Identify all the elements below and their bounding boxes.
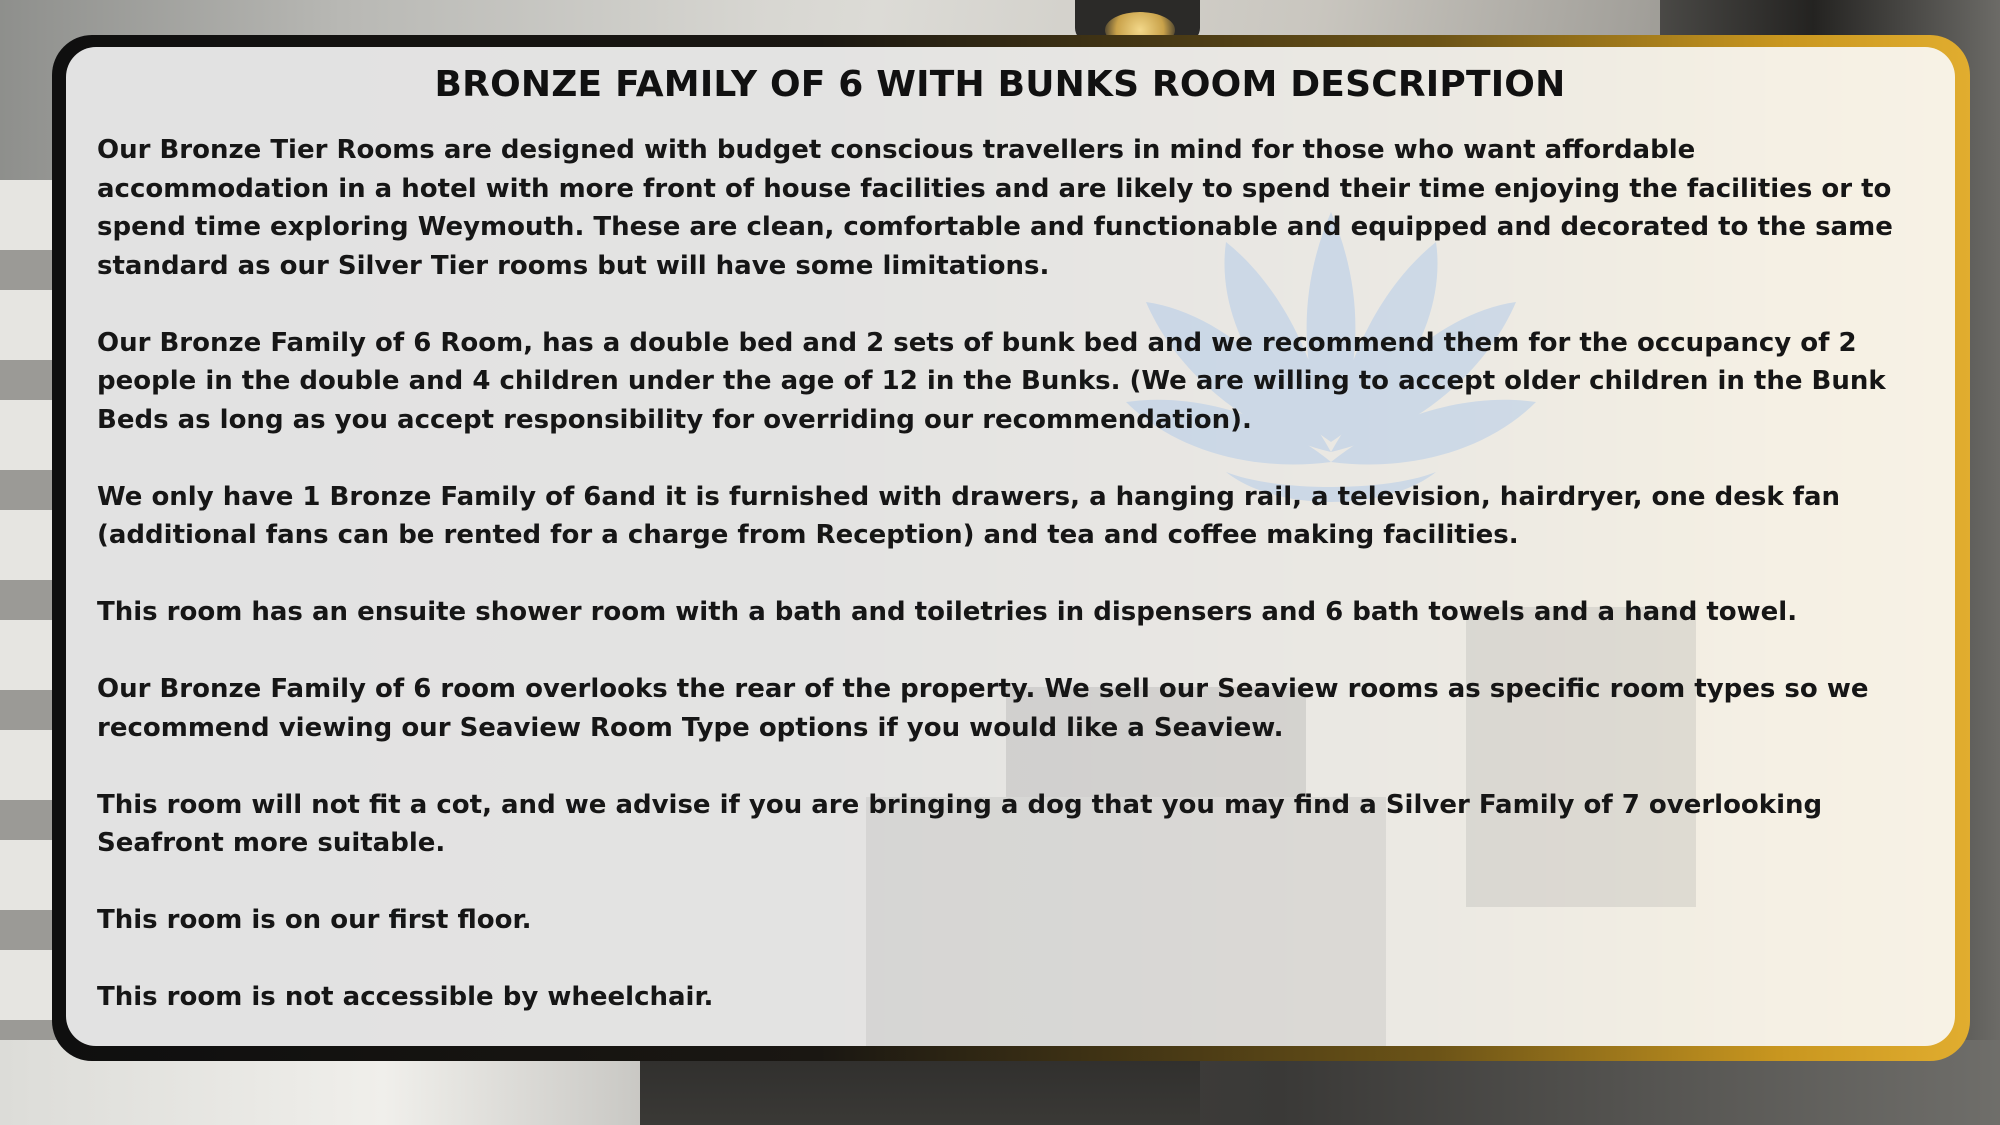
paragraph-accessibility: This room is not accessible by wheelchair. [97,982,714,1012]
paragraph-occupancy: Our Bronze Family of 6 Room, has a double bed and 2 sets of bunk bed and we recommend them for the occupancy of 2 people in the double and 4 children under the age of 12 in the Bunks. (We are willing to accept older children in the Bunk Beds as long as you accept responsibility for overriding our recommendation). [97,327,1886,435]
paragraph-bronze-tier: Our Bronze Tier Rooms are designed with budget conscious travellers in mind for those who want affordable accommodation in a hotel with more front of house facilities and are likely to spend their time enjoying the facilities or to spend time exploring Weymouth. These are clean, comfortable and functionable and equipped and decorated to the same standard as our Silver Tier rooms but will have some limitations. [97,135,1893,281]
paragraph-floor: This room is on our first floor. [97,905,532,935]
page-title: BRONZE FAMILY OF 6 WITH BUNKS ROOM DESCRIPTION [434,64,1566,105]
paragraph-furnishings: We only have 1 Bronze Family of 6and it is furnished with drawers, a hanging rail, a television, hairdryer, one desk fan (additional fans can be rented for a charge from Reception) and tea and coffee making facilities. [97,481,1841,550]
paragraph-cot-dog: This room will not fit a cot, and we advise if you are bringing a dog that you may find a Silver Family of 7 overlooking Seafront more suitable. [97,789,1823,858]
paragraph-ensuite: This room has an ensuite shower room with a bath and toiletries in dispensers and 6 bath towels and a hand towel. [97,597,1798,627]
paragraph-view: Our Bronze Family of 6 room overlooks the rear of the property. We sell our Seaview rooms as specific room types so we recommend viewing our Seaview Room Type options if you would like a Seaview. [97,674,1869,743]
room-description [97,131,1927,1055]
